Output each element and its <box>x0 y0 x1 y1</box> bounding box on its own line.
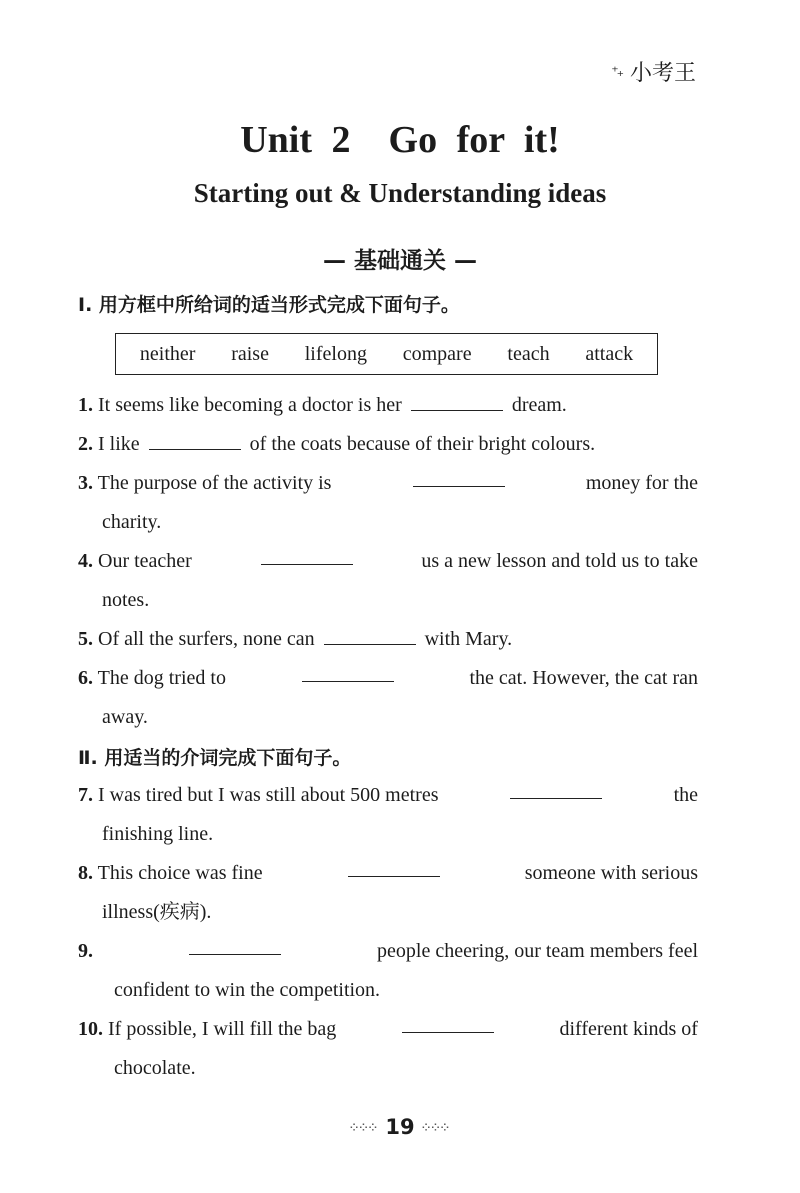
question-number: 7. <box>78 784 93 806</box>
word-bank-item: teach <box>507 342 550 365</box>
answer-blank[interactable] <box>411 388 503 411</box>
word-bank-item: neither <box>139 342 196 365</box>
answer-blank[interactable] <box>189 932 281 955</box>
question-text: money for the <box>585 472 698 494</box>
question-text: us a new lesson and told us to take <box>421 550 698 572</box>
question-4 <box>78 542 698 620</box>
question-2 <box>78 425 698 464</box>
word-bank-item: lifelong <box>304 342 367 365</box>
dots-decoration-icon: ⁘⁘⁘ <box>349 1122 379 1134</box>
question-number: 5. <box>78 628 93 650</box>
question-number: 1. <box>78 394 93 416</box>
word-bank-item: raise <box>231 342 269 365</box>
answer-blank[interactable] <box>413 464 505 487</box>
answer-blank[interactable] <box>348 854 440 877</box>
word-bank-item: compare <box>402 342 472 365</box>
brand-logo <box>611 56 696 87</box>
question-text: with Mary. <box>424 628 513 650</box>
answer-blank[interactable] <box>261 542 353 565</box>
question-text: dream. <box>511 394 567 416</box>
question-text: different kinds of <box>559 1018 698 1040</box>
question-text: the cat. However, the cat ran <box>469 667 698 689</box>
answer-blank[interactable] <box>324 622 416 645</box>
question-text: charity. <box>102 511 162 533</box>
question-text: illness(疾病). <box>102 901 212 923</box>
section-heading: — 基础通关 — <box>322 248 477 274</box>
question-text: away. <box>102 706 148 728</box>
question-text: the <box>673 784 698 806</box>
sparkle-icon: ⁺₊ <box>611 63 622 80</box>
question-text: Of all the surfers, none can <box>98 628 315 650</box>
question-text: I was tired but I was still about 500 metres <box>98 784 439 806</box>
question-text: of the coats because of their bright colours. <box>249 433 596 455</box>
question-text: confident to win the competition. <box>114 979 381 1001</box>
question-text: The dog tried to <box>97 667 226 689</box>
word-box <box>115 333 658 375</box>
question-number: 10. <box>78 1018 103 1040</box>
question-text: This choice was fine <box>97 862 263 884</box>
question-text: someone with serious <box>524 862 698 884</box>
question-5 <box>78 620 698 659</box>
page-number <box>0 1115 800 1139</box>
question-text: It seems like becoming a doctor is her <box>98 394 402 416</box>
answer-blank[interactable] <box>402 1010 494 1033</box>
word-bank-item: attack <box>585 342 634 365</box>
question-3 <box>78 464 698 542</box>
part1-heading: Ⅰ. 用方框中所给词的适当形式完成下面句子。 <box>78 294 460 316</box>
question-number: 6. <box>78 667 93 689</box>
question-8 <box>78 854 698 932</box>
page-number-text: 19 <box>385 1115 415 1139</box>
question-10 <box>78 1010 698 1088</box>
question-number: 8. <box>78 862 93 884</box>
question-text: I like <box>98 433 140 455</box>
question-text: notes. <box>102 589 150 611</box>
answer-blank[interactable] <box>302 659 394 682</box>
answer-blank[interactable] <box>149 427 241 450</box>
question-1 <box>78 386 698 425</box>
question-7 <box>78 776 698 854</box>
question-text: The purpose of the activity is <box>97 472 332 494</box>
question-number: 2. <box>78 433 93 455</box>
answer-blank[interactable] <box>510 776 602 799</box>
part2-heading: Ⅱ. 用适当的介词完成下面句子。 <box>78 747 352 769</box>
question-text: people cheering, our team members feel <box>377 940 698 962</box>
question-6 <box>78 659 698 737</box>
question-number: 4. <box>78 550 93 572</box>
question-9 <box>78 932 698 1010</box>
question-text: finishing line. <box>102 823 214 845</box>
unit-title: Unit 2 Go for it! <box>240 119 560 161</box>
question-number: 3. <box>78 472 93 494</box>
question-text: If possible, I will fill the bag <box>108 1018 337 1040</box>
question-text: chocolate. <box>114 1057 196 1079</box>
question-number: 9. <box>78 940 93 962</box>
dots-decoration-icon: ⁘⁘⁘ <box>421 1122 451 1134</box>
lesson-subtitle: Starting out & Understanding ideas <box>193 178 607 208</box>
question-text: Our teacher <box>98 550 192 572</box>
brand-name: 小考王 <box>629 61 696 86</box>
